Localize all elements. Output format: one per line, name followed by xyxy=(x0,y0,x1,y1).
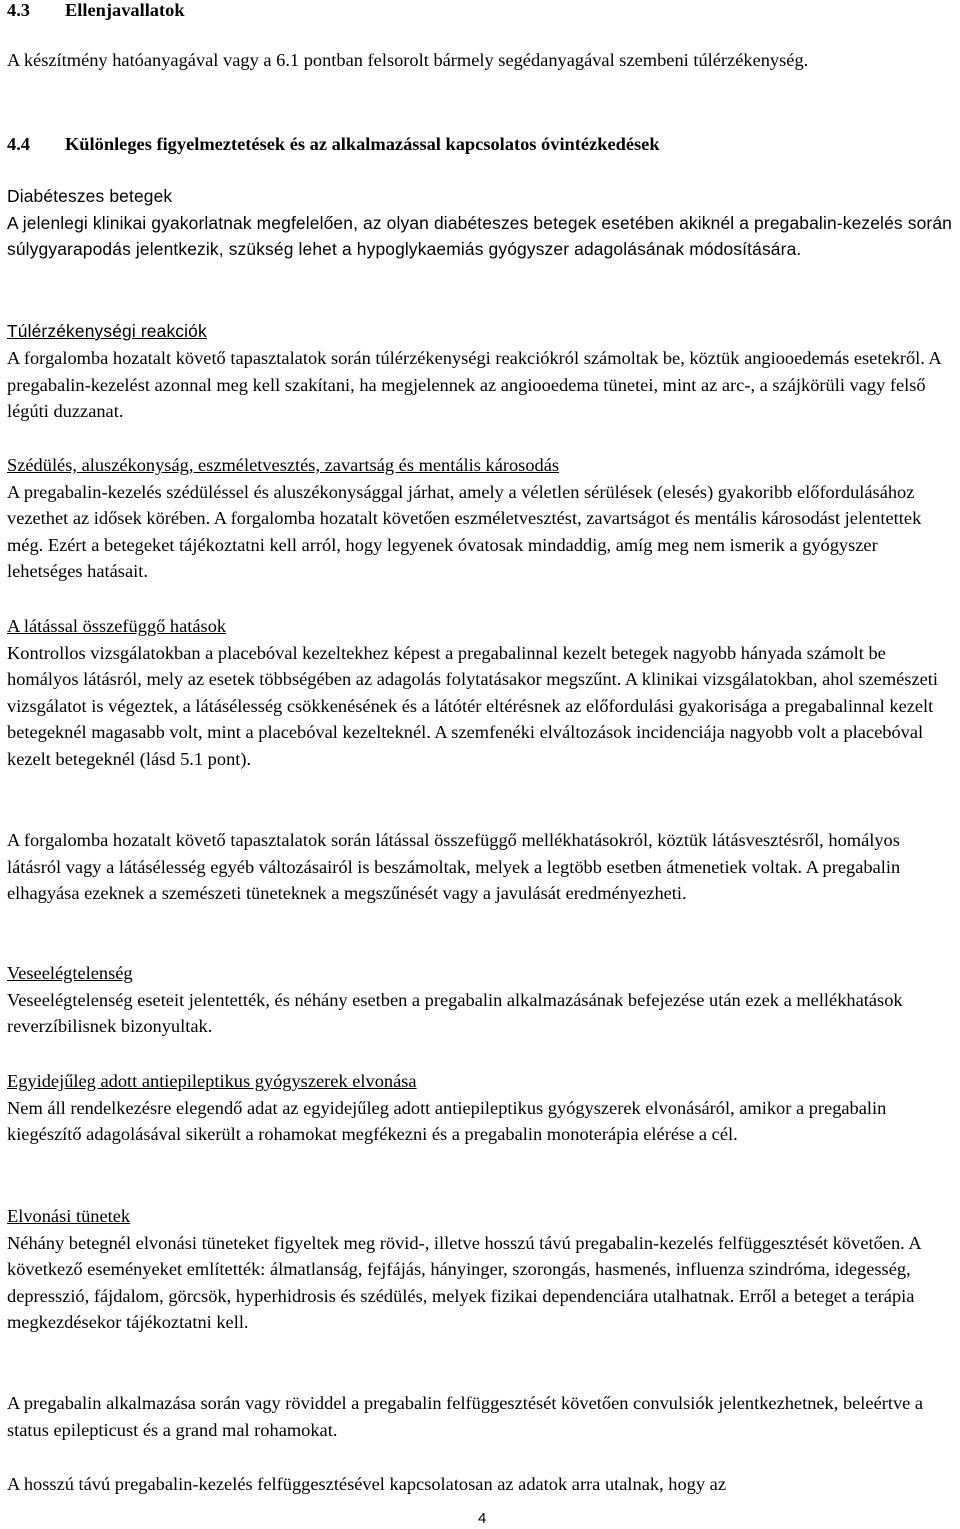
diabetes-section xyxy=(7,183,957,263)
section-4-3-heading xyxy=(7,0,185,24)
section-number: 4.4 xyxy=(7,134,30,154)
renal-heading: Veseelégtelenség xyxy=(7,963,133,983)
withdrawal-text-1: Néhány betegnél elvonási tüneteket figyeltek meg rövid-, illetve hosszú távú pregabalin-kezelés felfüggesztését követően. A következő eseményeket említették: álmatlanság, fejfájás, hányinger, szorongás, hasmenés, influenza szindróma, idegesség, depresszió, fájdalom, görcsök, hyperhidrosis és szédülés, melyek fizikai dependenciára utalhatnak. Erről a beteget a terápia megkezdésekor tájékoztatni kell. xyxy=(7,1232,921,1333)
diabetes-text: A jelenlegi klinikai gyakorlatnak megfelelően, az olyan diabéteszes betegek esetében akiknél a pregabalin-kezelés során súlygyarapodás jelentkezik, szükség lehet a hypoglykaemiás gyógyszer adagolásának módosítására. xyxy=(7,212,952,260)
hypersensitivity-section xyxy=(7,318,957,345)
diabetes-heading: Diabéteszes betegek xyxy=(7,186,173,206)
contraindications-text: A készítmény hatóanyagával vagy a 6.1 pontban felsorolt bármely segédanyagával szembeni túlérzékenység. xyxy=(7,50,809,70)
dizziness-text: A pregabalin-kezelés szédüléssel és aluszékonysággal járhat, amely a véletlen sérülések (elesés) gyakoribb előfordulásához vezethet az idősek körében. A forgalomba hozatalt követően eszméletvesztést, zavartságot és mentális károsodást jelentettek még. Ezért a betegeket tájékoztatni kell arról, hogy legyenek óvatosak mindaddig, amíg meg nem ismerik a gyógyszer lehetséges hatásait. xyxy=(7,481,922,582)
renal-text: Veseelégtelenség eseteit jelentették, és néhány esetben a pregabalin alkalmazásának befejezése után ezek a mellékhatások reverzíbilisnek bizonyultak. xyxy=(7,989,903,1037)
section-number: 4.3 xyxy=(7,0,30,20)
hypersensitivity-text: A forgalomba hozatalt követő tapasztalatok során túlérzékenységi reakciókról számoltak be, köztük angiooedemás esetekről. A pregabalin-kezelést azonnal meg kell szakítani, ha megjelennek az angiooedema tünetei, mint az arc-, a szájkörüli vagy felső légúti duzzanat. xyxy=(7,348,941,422)
vision-text-2: A forgalomba hozatalt követő tapasztalatok során látással összefüggő mellékhatásokról, köztük látásvesztésről, homályos látásról vagy a látásélesség egyéb változásairól is beszámoltak, melyek a legtöbb esetben átmenetiek voltak. A pregabalin elhagyása ezeknek a szemészeti tüneteknek a megszűnését vagy a javulását eredményezheti. xyxy=(7,830,901,904)
renal-section xyxy=(7,960,957,1040)
withdrawal-section xyxy=(7,1203,957,1336)
aed-withdrawal-heading: Egyidejűleg adott antiepileptikus gyógyszerek elvonása xyxy=(7,1071,417,1091)
dizziness-heading: Szédülés, aluszékonyság, eszméletvesztés, zavartság és mentális károsodás xyxy=(7,455,560,475)
section-title: Ellenjavallatok xyxy=(65,0,185,20)
dizziness-section xyxy=(7,452,957,585)
withdrawal-text-3: A hosszú távú pregabalin-kezelés felfüggesztésével kapcsolatosan az adatok arra utalnak, hogy az xyxy=(7,1474,726,1494)
section-title: Különleges figyelmeztetések és az alkalmazással kapcsolatos óvintézkedések xyxy=(65,134,660,154)
aed-withdrawal-text: Nem áll rendelkezésre elegendő adat az egyidejűleg adott antiepileptikus gyógyszerek elvonásáról, amikor a pregabalin kiegészítő adagolásával sikerült a rohamokat megfékezni és a pregabalin monoterápia elérése a cél. xyxy=(7,1097,887,1145)
hypersensitivity-heading: Túlérzékenységi reakciók xyxy=(7,321,207,341)
vision-heading: A látással összefüggő hatások xyxy=(7,616,227,636)
aed-withdrawal-section xyxy=(7,1068,957,1148)
withdrawal-text-2: A pregabalin alkalmazása során vagy röviddel a pregabalin felfüggesztését követően convulsiók jelentkezhetnek, beleértve a status epilepticust és a grand mal rohamokat. xyxy=(7,1393,924,1440)
vision-section xyxy=(7,613,957,773)
page-number: 4 xyxy=(478,1510,487,1527)
vision-text-1: Kontrollos vizsgálatokban a placebóval kezeltekhez képest a pregabalinnal kezelt betegek nagyobb hányada számolt be homályos látásról, mely az esetek többségében az adagolás folytatásakor megszűnt. A klinikai vizsgálatokban, ahol szemészeti vizsgálatot is végeztek, a látásélesség csökkenésének és a látótér eltérésnek az előfordulási gyakorisága a pregabalinnal kezelt betegeknél magasabb volt, mint a placebóval kezelteknél. A szemfenéki elváltozások incidenciája nagyobb volt a placebóval kezelt betegeknél (lásd 5.1 pont). xyxy=(7,642,938,769)
withdrawal-heading: Elvonási tünetek xyxy=(7,1206,131,1226)
section-4-4-heading xyxy=(7,131,957,158)
